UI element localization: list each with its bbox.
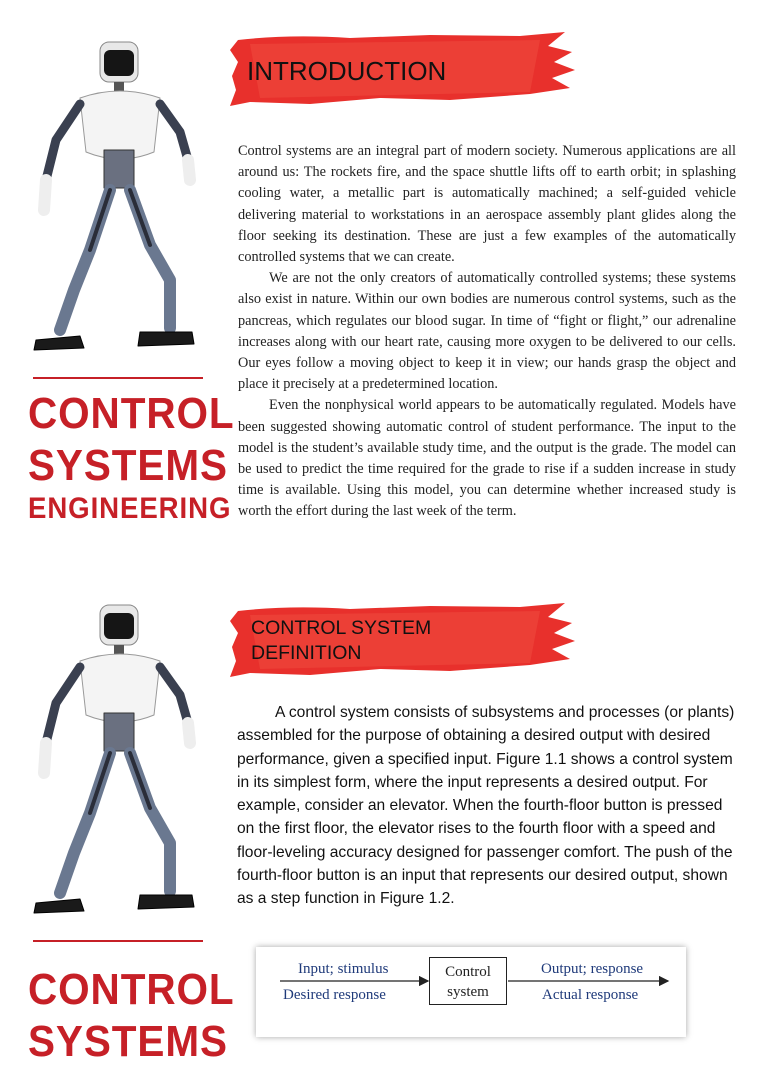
robot-illustration [20, 40, 210, 380]
brand-line-systems: SYSTEMS [28, 441, 228, 490]
control-system-box [429, 957, 507, 1005]
brand-divider-2 [33, 940, 203, 942]
section-heading-2 [251, 616, 431, 666]
input-label: Input; stimulus [298, 961, 389, 977]
book-title-logo-2 [28, 965, 253, 1066]
section-heading: INTRODUCTION [247, 56, 447, 86]
robot-illustration-2 [20, 603, 210, 943]
book-title-logo [28, 389, 253, 525]
input-sublabel: Desired response [283, 987, 386, 1003]
box-line2: system [447, 984, 489, 1000]
brand-line-engineering: ENGINEERING [28, 492, 232, 525]
definition-body [237, 701, 737, 911]
brand-divider [33, 377, 203, 379]
intro-paragraph-2: We are not the only creators of automatically controlled systems; these systems also exist in nature. Within our own bodies are numerous control systems, such as the pancreas, which regulates our blood sugar. In time of “fight or flight,” our adrenaline increases along with our heart rate, causing more oxygen to be delivered to our cells. Our eyes follow a moving object to keep it in view; our hands grasp the object and place it precisely at a predetermined location. [238, 270, 736, 393]
brand-line-control: CONTROL [28, 389, 235, 438]
introduction-body [238, 141, 736, 523]
output-sublabel: Actual response [542, 987, 639, 1003]
output-label: Output; response [541, 961, 644, 977]
intro-paragraph-1: Control systems are an integral part of modern society. Numerous applications are all around us: The rockets fire, and the space shuttle lifts off to earth orbit; in splashing cooling water, a metallic part is automatically machined; a self-guided vehicle delivering material to workstations in an aerospace assembly plant glides along the floor seeking its destination. These are just a few examples of the automatically controlled systems that we can create. [238, 143, 736, 266]
brand2-line-control: CONTROL [28, 965, 235, 1014]
section-heading-2-line2: DEFINITION [251, 642, 362, 664]
definition-paragraph: A control system consists of subsystems and processes (or plants) assembled for the purpose of obtaining a desired output with desired performance, given a specified input. Figure 1.1 shows a control system in its simplest form, where the input represents a desired output. For example, consider an elevator. When the fourth-floor button is pressed on the first floor, the elevator rises to the fourth floor with a speed and floor-leveling accuracy designed for passenger comfort. The push of the fourth-floor button is an input that represents our desired output, shown as a step function in Figure 1.2. [237, 704, 735, 908]
box-line1: Control [445, 964, 491, 980]
section-heading-2-line1: CONTROL SYSTEM [251, 617, 432, 639]
brand2-line-systems: SYSTEMS [28, 1017, 228, 1066]
intro-paragraph-3: Even the nonphysical world appears to be automatically regulated. Models have been suggested showing automatic control of student performance. The input to the model is the student’s available study time, and the output is the grade. The model can be used to predict the time required for the grade to rise if a sudden increase in study time is available. Using this model, you can determine whether increased study is worth the effort during the last week of the term. [238, 397, 736, 520]
